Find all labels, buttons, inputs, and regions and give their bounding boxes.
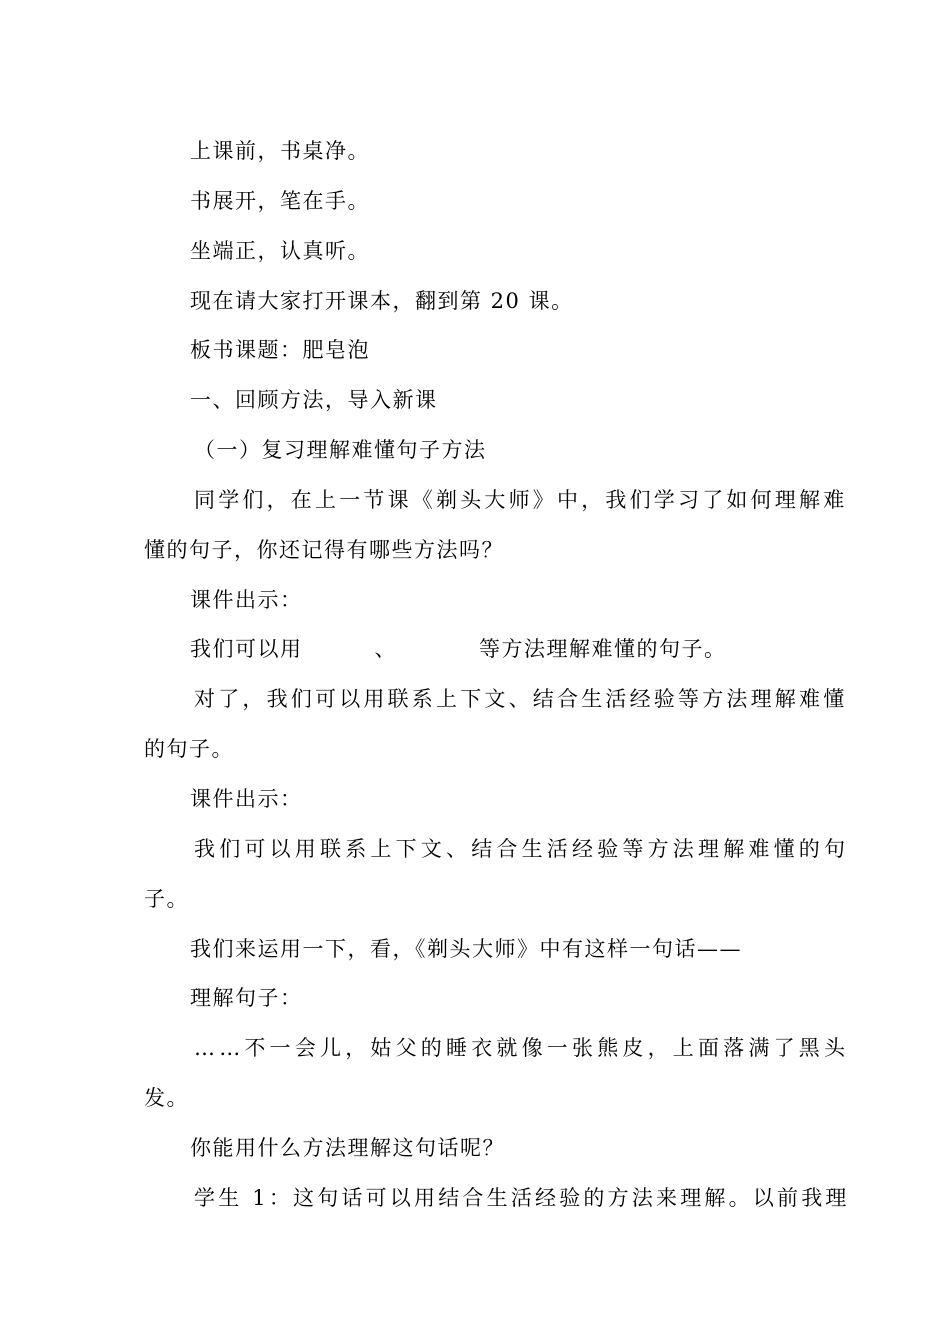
paragraph-line: 的句子。 (144, 737, 234, 761)
quoted-sentence: 发。 (144, 1086, 189, 1110)
lesson-title-line: 板书课题：肥皂泡 (190, 338, 370, 362)
exercise-label: 理解句子： (190, 986, 303, 1010)
fill-in-blank-line (190, 634, 727, 664)
paragraph-line: 我们可以用联系上下文、结合生活经验等方法理解难懂的句 (194, 837, 850, 861)
text-line: 现在请大家打开课本，翻到第 20 课。 (190, 289, 574, 313)
quoted-sentence: ……不一会儿，姑父的睡衣就像一张熊皮，上面落满了黑头 (194, 1036, 850, 1060)
blank-prefix: 我们可以用 (190, 637, 303, 661)
subsection-heading: （一）复习理解难懂句子方法 (194, 438, 487, 462)
paragraph-line: 子。 (144, 887, 189, 911)
paragraph-line: 我们来运用一下，看，《剃头大师》中有这样一句话—— (190, 937, 742, 961)
student-answer-line: 学生 1：这句话可以用结合生活经验的方法来理解。以前我理 (194, 1186, 850, 1210)
question-line: 你能用什么方法理解这句话呢？ (190, 1136, 505, 1160)
section-heading: 一、回顾方法，导入新课 (190, 388, 438, 412)
courseware-label: 课件出示： (190, 588, 303, 612)
courseware-label: 课件出示： (190, 787, 303, 811)
text-line: 上课前，书桌净。 (190, 139, 370, 163)
paragraph-line: 懂的句子，你还记得有哪些方法吗？ (144, 538, 504, 562)
paragraph-line: 同学们，在上一节课《剃头大师》中，我们学习了如何理解难 (194, 488, 848, 512)
blank-separator: 、 (374, 637, 397, 661)
text-line: 书展开，笔在手。 (190, 189, 370, 213)
paragraph-line: 对了，我们可以用联系上下文、结合生活经验等方法理解难懂 (194, 687, 848, 711)
text-line: 坐端正，认真听。 (190, 239, 370, 263)
blank-suffix: 等方法理解难懂的句子。 (479, 637, 727, 661)
